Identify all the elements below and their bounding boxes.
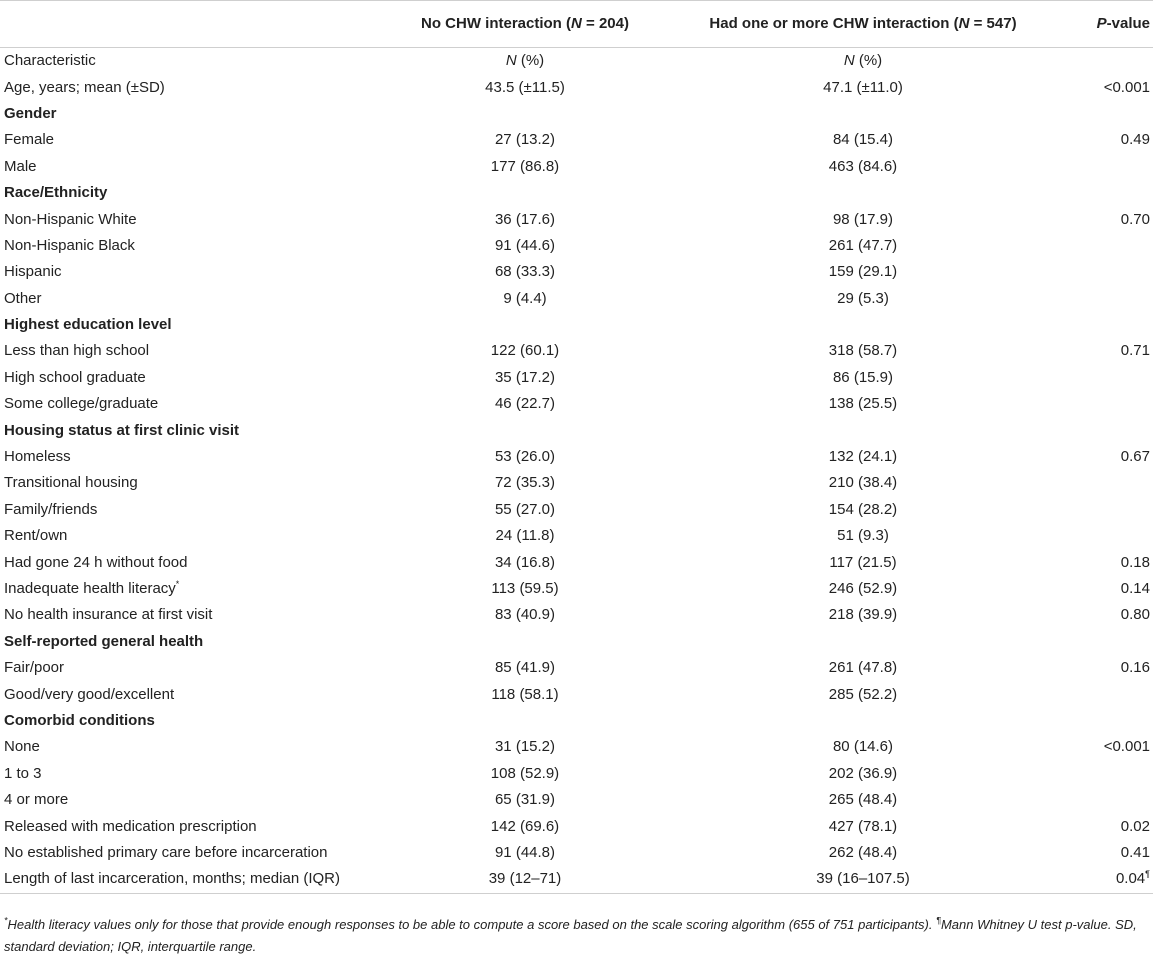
cell-had-chw: 154 (28.2): [828, 500, 898, 518]
section-header-row: [0, 417, 1153, 443]
cell-had-chw: N (%): [843, 52, 883, 70]
cell-had-chw: [692, 708, 1034, 734]
row-label: Some college/graduate: [4, 395, 159, 413]
cell-no-chw: [358, 101, 692, 127]
cell-p-value: [1034, 787, 1153, 813]
row-label: Race/Ethnicity: [4, 184, 108, 202]
cell-no-chw: 24 (11.8): [495, 527, 555, 545]
section-header-row: [0, 312, 1153, 338]
cell-no-chw: 113 (59.5): [491, 580, 559, 597]
cell-no-chw: [358, 180, 692, 206]
table-row: [0, 655, 1153, 681]
cell-no-chw: 46 (22.7): [494, 395, 556, 413]
cell-no-chw: 34 (16.8): [494, 553, 556, 571]
table-row: [0, 470, 1153, 496]
footnote-mark-asterisk: *: [4, 915, 8, 926]
row-label: Gender: [4, 104, 57, 122]
cell-p-value: [1034, 365, 1153, 391]
cell-had-chw: 159 (29.1): [828, 263, 898, 281]
cell-p-value: 0.71: [1120, 342, 1150, 360]
cell-had-chw: 132 (24.1): [828, 448, 898, 466]
cell-p-value: <0.001: [1103, 738, 1150, 756]
cell-no-chw: 177 (86.8): [490, 157, 560, 175]
cell-no-chw: 118 (58.1): [491, 685, 559, 703]
table-row: [0, 154, 1153, 180]
footnote-text-1: Health literacy values only for those that provide enough responses to be able to compute a score based on the scale scoring algorithm (655 of 751 participants).: [7, 917, 937, 932]
cell-p-value: [1034, 391, 1153, 417]
cell-no-chw: 85 (41.9): [494, 659, 556, 677]
header-no-chw: No CHW interaction (N = 204): [358, 1, 692, 48]
table-row: [0, 734, 1153, 760]
cell-p-value: 0.18: [1120, 553, 1150, 571]
table-row: [0, 813, 1153, 839]
table-row: [0, 549, 1153, 575]
cell-had-chw: 80 (14.6): [832, 738, 894, 756]
cell-no-chw: [358, 708, 692, 734]
cell-had-chw: [692, 417, 1034, 443]
cell-p-value: [1034, 286, 1153, 312]
row-label: Comorbid conditions: [4, 711, 155, 729]
cell-had-chw: [692, 629, 1034, 655]
cell-no-chw: 39 (12–71): [358, 866, 692, 893]
table-row: [0, 444, 1153, 470]
cell-had-chw: 98 (17.9): [832, 210, 894, 228]
cell-p-value: [1034, 259, 1153, 285]
cell-no-chw: 142 (69.6): [490, 817, 560, 835]
cell-had-chw: [692, 101, 1034, 127]
header-had-chw: Had one or more CHW interaction (N = 547): [692, 1, 1034, 48]
cell-had-chw: 265 (48.4): [828, 791, 898, 809]
cell-had-chw: 261 (47.8): [828, 659, 898, 677]
cell-had-chw: [692, 180, 1034, 206]
row-label: Released with medication prescription: [4, 817, 257, 835]
section-header-row: [0, 708, 1153, 734]
cell-p-value: [1034, 761, 1153, 787]
cell-p-value: [1034, 180, 1153, 206]
cell-p-value: 0.14: [1120, 580, 1150, 597]
cell-no-chw: 68 (33.3): [494, 263, 556, 281]
table-row: [0, 523, 1153, 549]
header-characteristic: [0, 1, 358, 48]
row-label: Had gone 24 h without food: [4, 553, 188, 571]
table-row: [0, 497, 1153, 523]
cell-p-value: [1034, 681, 1153, 707]
cell-no-chw: 122 (60.1): [490, 342, 560, 360]
cell-had-chw: 261 (47.7): [828, 236, 898, 254]
cell-no-chw: 91 (44.6): [494, 236, 556, 254]
cell-had-chw: 246 (52.9): [828, 580, 898, 597]
row-label: Hispanic: [4, 263, 62, 281]
cell-no-chw: 91 (44.8): [494, 843, 556, 861]
cell-had-chw: 427 (78.1): [828, 817, 898, 835]
cell-p-value: 0.80: [1120, 606, 1150, 624]
row-label: Self-reported general health: [4, 632, 204, 650]
row-label: None: [4, 738, 40, 756]
cell-had-chw: 285 (52.2): [828, 685, 898, 703]
cell-p-value: [1034, 101, 1153, 127]
cell-no-chw: 9 (4.4): [503, 289, 547, 307]
cell-had-chw: 262 (48.4): [828, 843, 898, 861]
table-row: [0, 74, 1153, 100]
row-label: Age, years; mean (±SD): [4, 78, 165, 96]
cell-p-value: [1034, 48, 1153, 75]
table-row: [0, 365, 1153, 391]
row-label: Non-Hispanic Black: [4, 236, 135, 254]
cell-p-value: 0.67: [1120, 448, 1150, 466]
row-label: High school graduate: [4, 368, 146, 386]
cell-p-value: [1034, 523, 1153, 549]
cell-no-chw: 65 (31.9): [494, 791, 556, 809]
table-row: [0, 206, 1153, 232]
cell-had-chw: 51 (9.3): [837, 527, 889, 545]
row-label: Homeless: [4, 448, 71, 466]
table-footnote: [4, 914, 1140, 958]
table-row: [0, 576, 1153, 602]
row-label: No established primary care before incarceration: [4, 843, 328, 861]
row-label: Good/very good/excellent: [4, 685, 175, 703]
row-label: Fair/poor: [4, 659, 65, 677]
row-label: Non-Hispanic White: [4, 210, 137, 228]
cell-no-chw: [358, 417, 692, 443]
cell-p-value: 0.16: [1120, 659, 1150, 677]
row-label: Characteristic: [4, 52, 96, 70]
table-row: [0, 761, 1153, 787]
cell-no-chw: 72 (35.3): [494, 474, 556, 492]
cell-p-value: [1034, 154, 1153, 180]
section-header-row: [0, 180, 1153, 206]
cell-had-chw: 218 (39.9): [828, 606, 898, 624]
row-label: Family/friends: [4, 500, 98, 518]
cell-p-value: 0.41: [1120, 843, 1150, 861]
footnote-text-2: Mann Whitney U test p-value. SD, standard deviation; IQR, interquartile range.: [4, 917, 1137, 954]
row-label: Male: [4, 157, 37, 175]
cell-no-chw: [358, 629, 692, 655]
table-row: [0, 681, 1153, 707]
cell-no-chw: 108 (52.9): [490, 764, 560, 782]
cell-had-chw: 29 (5.3): [837, 289, 889, 307]
table-row: [0, 866, 1153, 893]
cell-p-value: [1034, 629, 1153, 655]
table-row: [0, 602, 1153, 628]
row-label: Less than high school: [4, 342, 150, 360]
cell-had-chw: 138 (25.5): [828, 395, 898, 413]
row-label: Length of last incarceration, months; median (IQR): [0, 866, 358, 893]
cell-p-value: [1034, 708, 1153, 734]
table-row: [0, 338, 1153, 364]
row-label: Rent/own: [4, 527, 68, 545]
cell-no-chw: 83 (40.9): [494, 606, 556, 624]
cell-had-chw: 202 (36.9): [828, 764, 898, 782]
cell-p-value: 0.49: [1120, 131, 1150, 149]
cell-no-chw: 43.5 (±11.5): [485, 78, 565, 96]
row-label: Female: [4, 131, 55, 149]
cell-p-value: [1034, 417, 1153, 443]
row-label: Other: [4, 289, 42, 307]
cell-had-chw: 117 (21.5): [829, 553, 897, 571]
cell-p-value: 0.04¶: [1034, 866, 1153, 893]
cell-p-value: 0.02: [1120, 817, 1150, 835]
cell-no-chw: 31 (15.2): [494, 738, 556, 756]
table-body: [0, 48, 1153, 894]
table-row: [0, 391, 1153, 417]
row-label: No health insurance at first visit: [4, 606, 213, 624]
cell-had-chw: 318 (58.7): [828, 342, 898, 360]
cell-had-chw: 47.1 (±11.0): [823, 78, 903, 96]
table-row: [0, 840, 1153, 866]
cell-no-chw: 53 (26.0): [494, 448, 556, 466]
cell-had-chw: 86 (15.9): [832, 368, 894, 386]
cell-had-chw: 39 (16–107.5): [692, 866, 1034, 893]
row-label: 4 or more: [4, 791, 69, 809]
cell-no-chw: [358, 312, 692, 338]
row-label: Highest education level: [4, 316, 172, 334]
header-row: [0, 1, 1153, 48]
table-row: [0, 787, 1153, 813]
cell-no-chw: 27 (13.2): [494, 131, 556, 149]
header-p-value: P-value: [1034, 1, 1153, 48]
row-label: Inadequate health literacy*: [4, 579, 180, 597]
cell-p-value: [1034, 470, 1153, 496]
cell-no-chw: 35 (17.2): [494, 368, 556, 386]
cell-no-chw: 36 (17.6): [494, 210, 556, 228]
cell-p-value: 0.70: [1120, 210, 1150, 228]
section-header-row: [0, 101, 1153, 127]
cell-had-chw: [692, 312, 1034, 338]
cell-p-value: [1034, 233, 1153, 259]
section-header-row: [0, 629, 1153, 655]
cell-had-chw: 210 (38.4): [828, 474, 898, 492]
cell-no-chw: 55 (27.0): [494, 500, 556, 518]
row-label: Housing status at first clinic visit: [4, 421, 240, 439]
table-row: [0, 127, 1153, 153]
cell-p-value: [1034, 312, 1153, 338]
table-row: [0, 259, 1153, 285]
cell-p-value: <0.001: [1103, 78, 1150, 96]
cell-p-value: [1034, 497, 1153, 523]
row-label: Transitional housing: [4, 474, 138, 492]
table-row: [0, 233, 1153, 259]
footnote-mark-pilcrow: ¶: [936, 915, 941, 926]
cell-had-chw: 84 (15.4): [832, 131, 894, 149]
table-row: [0, 48, 1153, 75]
row-label: 1 to 3: [4, 764, 42, 782]
cell-had-chw: 463 (84.6): [828, 157, 898, 175]
table-row: [0, 286, 1153, 312]
cell-no-chw: N (%): [505, 52, 545, 70]
